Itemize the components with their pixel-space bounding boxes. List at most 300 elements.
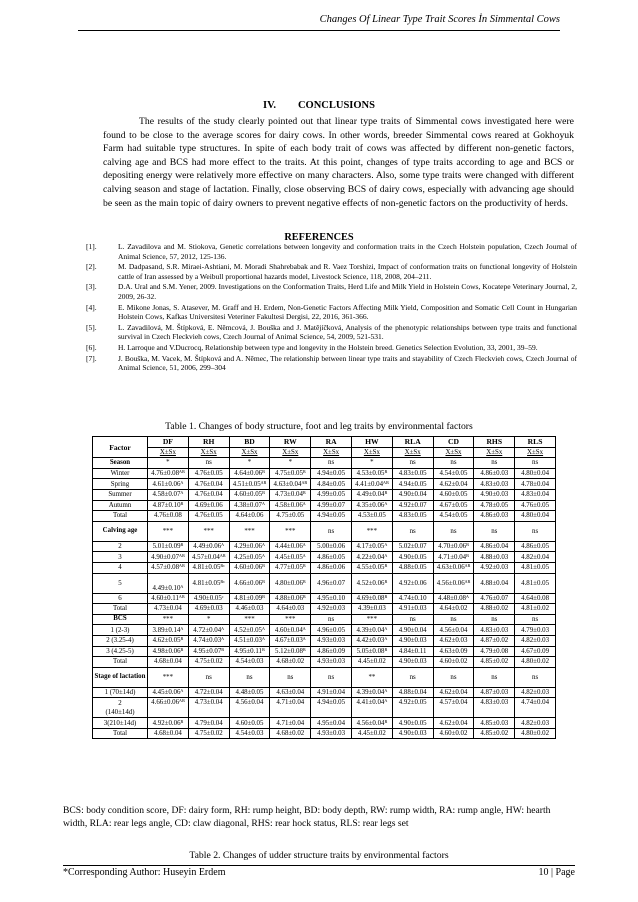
table2-caption — [0, 850, 638, 861]
total-cell: 4.60±0.02 — [433, 657, 474, 668]
table-row — [93, 573, 556, 593]
total-cell: 4.76±0.08 — [148, 511, 189, 522]
table-cell: 4.87±0.03 — [474, 687, 515, 698]
significance-cell: *** — [229, 521, 270, 541]
row-label-text: 4 — [118, 564, 122, 572]
row-label-text: Summer — [108, 491, 132, 499]
significance-cell: ns — [474, 458, 515, 469]
table-cell: 4.71±0.04 — [270, 698, 311, 718]
table-cell: 4.84±0.11 — [392, 646, 433, 657]
table-cell: 4.92±0.06 — [392, 573, 433, 593]
significance-cell: ns — [229, 667, 270, 687]
table-cell: 4.44±0.06ᴬ — [270, 541, 311, 552]
table-header-cell: DF — [148, 437, 189, 448]
table-cell: 3.89±0.14ᴬ — [148, 625, 189, 636]
row-label-text: Autumn — [108, 501, 132, 509]
reference-item — [86, 354, 577, 373]
significance-cell: ns — [311, 521, 352, 541]
conclusions-text: The results of the study clearly pointed out that linear type traits of Simmental cows investigated here were found to be close to the average scores for dairy cows. In other words, breeder Simmental cows reared at Gokhoyuk Farm had suitable type structures. In spite of each body trait of cows was affected by different non-genetic factors, calving age and BCS had more effect to the traits. At this point, changes of type traits according to age and BCS or depositing energy were relatively more effective on many characters. Also, some type traits were changed with different calving season and stage of lactation. Finally, close observing BCS of dairy cows, especially with advancing age should be seen as the main topic of dairy owners to prevent negative effects of non-genetic factors on the productivity of herds. — [103, 116, 574, 209]
running-header: Changes Of Linear Type Trait Scores İn Simmental Cows — [319, 14, 560, 25]
table-cell: 4.67±0.09 — [515, 646, 556, 657]
significance-cell: ns — [270, 667, 311, 687]
table-cell: 5.05±0.08ᴮ — [351, 646, 392, 657]
row-label-text: 2 — [118, 543, 122, 551]
table-cell: 4.91±0.04 — [311, 687, 352, 698]
table-cell: 4.90±0.07ᴬᴮ — [148, 552, 189, 563]
table-subheader-cell: X±Sx — [148, 447, 189, 458]
significance-cell: ns — [515, 614, 556, 625]
table-cell: 4.38±0.07ᴬ — [229, 500, 270, 511]
table-cell: 5.12±0.08ᴮ — [270, 646, 311, 657]
table-cell: 4.76±0.04 — [188, 479, 229, 490]
table-cell: 4.57±0.04ᴬᴮ — [188, 552, 229, 563]
table-row-label — [93, 468, 148, 479]
table-row-label — [93, 625, 148, 636]
table-row-label — [93, 500, 148, 511]
table-cell: 4.88±0.06ᴮ — [270, 593, 311, 604]
table-cell: 4.56±0.04 — [433, 625, 474, 636]
table-cell: 4.58±0.06ᴬ — [270, 500, 311, 511]
significance-cell: ns — [433, 614, 474, 625]
significance-cell: ns — [311, 458, 352, 469]
row-label-text: 3 — [118, 553, 122, 561]
table-cell: 4.99±0.05 — [311, 489, 352, 500]
table-cell: 4.79±0.08 — [474, 646, 515, 657]
significance-cell: ns — [474, 614, 515, 625]
table-subheader-cell: X±Sx — [311, 447, 352, 458]
table-cell: 4.81±0.05 — [515, 573, 556, 593]
table1-caption-label: Table 1 — [165, 421, 194, 432]
table-cell: 4.90±0.03 — [474, 489, 515, 500]
abbreviations-note: BCS: body condition score, DF: dairy form, RH: rump height, BD: body depth, RW: rump width, RA: rump angle, HW: hearth width, RLA: rear legs angle, CD: claw diagonal, RHS: rear hock status, RLS: rear legs set — [63, 805, 551, 829]
reference-number: [1]. — [86, 242, 97, 251]
table-cell: 4.51±0.03ᴬ — [229, 635, 270, 646]
table-cell: 5.01±0.09ᴮ — [148, 541, 189, 552]
table-header-cell: CD — [433, 437, 474, 448]
table-row — [93, 646, 556, 657]
significance-cell: *** — [351, 614, 392, 625]
total-cell: 4.86±0.03 — [474, 511, 515, 522]
table-subheader-cell: X±Sx — [270, 447, 311, 458]
significance-cell: * — [270, 458, 311, 469]
table-subheader-cell: X±Sx — [392, 447, 433, 458]
table-row — [93, 625, 556, 636]
table-cell: 4.60±0.05 — [229, 718, 270, 729]
table-row-label — [93, 489, 148, 500]
table-cell: 4.87±0.02 — [474, 635, 515, 646]
table-cell: 4.86±0.04 — [474, 541, 515, 552]
table-row — [93, 552, 556, 563]
total-cell: 4.68±0.02 — [270, 728, 311, 739]
table-header-cell: HW — [351, 437, 392, 448]
table-subheader-cell: X±Sx — [351, 447, 392, 458]
reference-item — [86, 242, 577, 261]
total-cell: 4.54±0.05 — [433, 511, 474, 522]
table-cell: 4.51±0.05ᴬᴮ — [229, 479, 270, 490]
table-cell: 4.45±0.06ᴬ — [148, 687, 189, 698]
table-cell: 4.73±0.04ᴮ — [270, 489, 311, 500]
reference-number: [2]. — [86, 262, 97, 272]
total-cell: 4.45±0.02 — [351, 657, 392, 668]
total-cell: 4.90±0.03 — [392, 728, 433, 739]
reference-number: [6]. — [86, 342, 97, 352]
table-cell: 4.67±0.05 — [433, 500, 474, 511]
row-label-text: Winter — [110, 470, 130, 478]
total-cell: 4.68±0.04 — [148, 657, 189, 668]
table-cell: 4.92±0.03 — [474, 562, 515, 573]
table-cell: 4.83±0.05 — [392, 468, 433, 479]
table-cell: 4.52±0.06ᴮ — [351, 573, 392, 593]
table-cell: 4.94±0.05 — [311, 468, 352, 479]
table-cell: 4.66±0.06ᴮ — [229, 573, 270, 593]
table-cell: 4.78±0.05 — [474, 500, 515, 511]
table-cell: 4.64±0.08 — [515, 593, 556, 604]
reference-text: M. Dadpasand, S.R. Miraei-Ashtiani, M. Moradi Shahrebabak and R. Vaez Torshizi, Impact of conformation traits on functional longevity of Holstein cattle of Iran assessed by a Weibull proportional hazards model, Livestock Science, 118, 2008, 204–211. — [118, 262, 577, 281]
table1-caption — [0, 421, 638, 432]
table-cell: 4.72±0.04ᴬ — [188, 625, 229, 636]
table-header-cell: BD — [229, 437, 270, 448]
table-group-label: Calving age — [93, 521, 148, 541]
table-cell: 4.39±0.04ᴬ — [351, 687, 392, 698]
table-cell: 4.42±0.03ᴬ — [351, 635, 392, 646]
total-cell: 4.53±0.05 — [351, 511, 392, 522]
table-cell: 4.69±0.08ᴮ — [351, 593, 392, 604]
table-cell: 4.82±0.03 — [515, 718, 556, 729]
total-cell: 4.45±0.02 — [351, 728, 392, 739]
table-cell: 4.56±0.06ᴬᴮ — [433, 573, 474, 593]
table1-grid — [92, 436, 556, 739]
significance-cell: * — [351, 458, 392, 469]
table-cell: 4.95±0.07ᴮ — [188, 646, 229, 657]
table-cell: 4.90±0.04 — [392, 625, 433, 636]
significance-cell: *** — [351, 521, 392, 541]
table-header-cell: RHS — [474, 437, 515, 448]
table-cell: 4.92±0.06ᴮ — [148, 718, 189, 729]
table-cell: 4.60±0.05ᴮ — [229, 489, 270, 500]
table-cell: 4.83±0.03 — [474, 698, 515, 718]
table-cell: 4.41±0.04ᴬ — [351, 698, 392, 718]
significance-cell: *** — [270, 614, 311, 625]
total-cell: 4.75±0.02 — [188, 657, 229, 668]
table-cell: 4.60±0.11ᴬᴮ — [148, 593, 189, 604]
table-cell: 4.58±0.07ᴬ — [148, 489, 189, 500]
table-row-label — [93, 718, 148, 729]
total-cell: 4.80±0.02 — [515, 728, 556, 739]
table-row — [93, 687, 556, 698]
table-total-row — [93, 604, 556, 615]
significance-cell: ns — [392, 667, 433, 687]
table-cell: 4.66±0.06ᴬᴮ — [148, 698, 189, 718]
table-cell: 5.02±0.07 — [392, 541, 433, 552]
row-label-subtext: (140±14d) — [105, 708, 135, 716]
table-cell: 4.62±0.03 — [433, 635, 474, 646]
total-label: Total — [93, 728, 148, 739]
total-cell: 4.54±0.03 — [229, 657, 270, 668]
table-cell: 4.74±0.04 — [515, 698, 556, 718]
table-cell: 4.80±0.06ᴮ — [270, 573, 311, 593]
table-cell: 4.74±0.10 — [392, 593, 433, 604]
table-cell: 4.83±0.03 — [474, 479, 515, 490]
significance-cell: ns — [515, 458, 556, 469]
table-cell: 4.60±0.05 — [433, 489, 474, 500]
reference-item — [86, 303, 577, 322]
table-cell: 4.80±0.04 — [515, 468, 556, 479]
total-cell: 4.88±0.02 — [474, 604, 515, 615]
table-cell: 4.29±0.06ᴬ — [229, 541, 270, 552]
conclusions-paragraph — [103, 115, 574, 210]
significance-cell: ns — [515, 667, 556, 687]
table-cell: 4.49±0.04ᴮ — [351, 489, 392, 500]
table-cell: 4.52±0.05ᴬ — [229, 625, 270, 636]
table-group-row — [93, 667, 556, 687]
table-cell: 4.57±0.04 — [433, 698, 474, 718]
references-heading: REFERENCES — [284, 232, 354, 243]
table-subheader-cell: X±Sx — [515, 447, 556, 458]
significance-cell: ns — [474, 521, 515, 541]
table-subheader-cell: X±Sx — [433, 447, 474, 458]
table-cell: 4.48±0.08ᴬ — [433, 593, 474, 604]
total-cell: 4.83±0.05 — [392, 511, 433, 522]
reference-text: D.A. Ural and S.M. Yener, 2009. Investigations on the Conformation Traits, Herd Life and Milk Yield in Holstein Cows, Kocatepe Veterinary Journal, 2, 2009, 26-32. — [118, 282, 577, 301]
table-group-label: Season — [93, 458, 148, 469]
table-cell: 4.25±0.05ᴬ — [229, 552, 270, 563]
reference-text: H. Larroque and V.Ducrocq, Relationship between type and longevity in the Holstein breed. Genetics Selection Evolution, 33, 2001, 39–59. — [118, 342, 538, 352]
table1 — [92, 436, 555, 739]
table-cell: 4.74±0.03ᴬ — [188, 635, 229, 646]
table2-caption-label: Table 2 — [189, 850, 219, 861]
table-group-row — [93, 614, 556, 625]
significance-cell: *** — [148, 614, 189, 625]
total-cell: 4.54±0.03 — [229, 728, 270, 739]
table-cell: 4.82±0.03 — [515, 635, 556, 646]
table-cell: 4.90±0.03 — [392, 635, 433, 646]
table-total-row — [93, 728, 556, 739]
table-row — [93, 479, 556, 490]
row-label-text: 2 (3.25-4) — [106, 637, 134, 645]
table-subheader-cell: X±Sx — [188, 447, 229, 458]
table-cell: 4.39±0.04ᴬ — [351, 625, 392, 636]
table-row — [93, 635, 556, 646]
significance-cell: ns — [433, 521, 474, 541]
significance-cell: ns — [515, 521, 556, 541]
table-cell: 4.63±0.04ᴬᴮ — [270, 479, 311, 490]
row-label-text: 2 — [118, 699, 122, 707]
reference-item — [86, 262, 577, 281]
table-cell: 5.00±0.06 — [311, 541, 352, 552]
table-cell: 4.56±0.04 — [229, 698, 270, 718]
total-cell: 4.46±0.03 — [229, 604, 270, 615]
row-label-text: 1 (2-3) — [110, 626, 130, 634]
table-cell: 4.63±0.06ᴬᴮ — [433, 562, 474, 573]
table-cell: 4.53±0.05ᴮ — [351, 468, 392, 479]
table-cell: 4.76±0.07 — [474, 593, 515, 604]
total-cell: 4.76±0.05 — [188, 511, 229, 522]
total-cell: 4.92±0.03 — [311, 604, 352, 615]
table-cell: 4.88±0.04 — [392, 687, 433, 698]
table-row — [93, 468, 556, 479]
table-cell: 4.62±0.04 — [433, 479, 474, 490]
table-cell: 4.90±0.04 — [392, 489, 433, 500]
table-cell: 4.71±0.04 — [270, 718, 311, 729]
significance-cell: * — [148, 458, 189, 469]
table-cell: 4.63±0.09 — [433, 646, 474, 657]
table-cell: 4.57±0.08ᴬᴮ — [148, 562, 189, 573]
reference-text: J. Bouška, M. Vacek, M. Štípková and A. Němec, The relationship between linear type traits and stayability of Czech Fleckvieh cows, Czech Journal of Animal Science, 51, 2006, 299–304 — [118, 353, 577, 373]
significance-cell: *** — [229, 614, 270, 625]
table-cell: 4.86±0.03 — [474, 468, 515, 479]
table-row — [93, 593, 556, 604]
table-total-row — [93, 511, 556, 522]
reference-text: L. Zavadilova and M. Stiokova, Genetic correlations between longevity and conformation traits in the Czech Holstein population, Czech Journal of Animal Science, 57, 2012, 125-136. — [118, 242, 577, 261]
table-cell: 4.45±0.05ᴬ — [270, 552, 311, 563]
total-cell: 4.68±0.04 — [148, 728, 189, 739]
table-cell: 4.92±0.05 — [392, 698, 433, 718]
table-cell: 4.76±0.04 — [188, 489, 229, 500]
significance-cell: ns — [311, 614, 352, 625]
table-cell: 4.55±0.05ᴮ — [351, 562, 392, 573]
table-subheader-cell: X±Sx — [474, 447, 515, 458]
table-row — [93, 541, 556, 552]
reference-number: [5]. — [86, 322, 97, 332]
table-cell: 4.71±0.04ᴮ — [433, 552, 474, 563]
table-cell: 4.93±0.03 — [311, 635, 352, 646]
table-row — [93, 500, 556, 511]
table-cell: 4.49±0.06ᴬ — [188, 541, 229, 552]
table-cell: 4.98±0.06ᴮ — [148, 646, 189, 657]
section-heading — [0, 100, 638, 111]
table-cell: 4.84±0.05 — [311, 479, 352, 490]
total-cell: 4.75±0.05 — [270, 511, 311, 522]
total-cell: 4.80±0.04 — [515, 511, 556, 522]
table-cell: 4.86±0.09 — [311, 646, 352, 657]
table-cell: 4.72±0.04 — [188, 687, 229, 698]
table-cell: 4.54±0.05 — [433, 468, 474, 479]
table-group-row — [93, 458, 556, 469]
total-cell: 4.85±0.02 — [474, 728, 515, 739]
table-cell: 4.94±0.05 — [311, 698, 352, 718]
reference-number: [4]. — [86, 302, 97, 312]
table-cell: 4.73±0.04 — [188, 698, 229, 718]
reference-number: [7]. — [86, 353, 97, 363]
table-row — [93, 562, 556, 573]
table-cell: 4.95±0.10 — [311, 593, 352, 604]
row-label-text: 6 — [118, 594, 122, 602]
row-label-text: 1 (70±14d) — [104, 688, 136, 696]
table-cell-lead: 4.49±0.10ᴬ — [152, 584, 184, 592]
significance-cell: * — [188, 614, 229, 625]
table-row — [93, 698, 556, 718]
table-cell: 4.60±0.06ᴮ — [229, 562, 270, 573]
table-cell: 4.90±0.05ᶜ — [188, 593, 229, 604]
total-cell: 4.91±0.03 — [392, 604, 433, 615]
significance-cell: ns — [474, 667, 515, 687]
table-cell: 4.62±0.05ᴮ — [148, 635, 189, 646]
table-total-row — [93, 657, 556, 668]
row-label-text: 5 — [118, 579, 122, 587]
table-row-label — [93, 635, 148, 646]
table-row-label — [93, 479, 148, 490]
total-cell: 4.93±0.03 — [311, 728, 352, 739]
significance-cell: ns — [392, 458, 433, 469]
total-cell: 4.64±0.03 — [270, 604, 311, 615]
table-cell: 4.88±0.03 — [474, 552, 515, 563]
table-cell: 4.88±0.05 — [392, 562, 433, 573]
table-cell: 4.87±0.10ᴮ — [148, 500, 189, 511]
table-cell: 4.48±0.05 — [229, 687, 270, 698]
table-header-cell: RLS — [515, 437, 556, 448]
table-header-cell: RW — [270, 437, 311, 448]
table-cell: 4.17±0.05ᴬ — [351, 541, 392, 552]
table-group-label: BCS — [93, 614, 148, 625]
table-cell — [148, 573, 189, 593]
references-list — [86, 242, 577, 374]
table-cell: 4.92±0.07 — [392, 500, 433, 511]
table-header-cell: RA — [311, 437, 352, 448]
table-cell: 4.83±0.03 — [474, 625, 515, 636]
table-cell: 4.99±0.07 — [311, 500, 352, 511]
table-header-cell: RLA — [392, 437, 433, 448]
table-cell: 4.75±0.05ᴮ — [270, 468, 311, 479]
significance-cell: ns — [392, 521, 433, 541]
table-cell: 4.95±0.04 — [311, 718, 352, 729]
significance-cell: *** — [148, 667, 189, 687]
total-cell: 4.39±0.03 — [351, 604, 392, 615]
footer-divider — [63, 865, 575, 866]
table-row-label — [93, 687, 148, 698]
table-cell: 4.61±0.06ᴬ — [148, 479, 189, 490]
table-cell: 4.70±0.06ᴮ — [433, 541, 474, 552]
table-cell: 4.62±0.04 — [433, 718, 474, 729]
table-cell: 4.90±0.05 — [392, 718, 433, 729]
reference-text: E. Mikone Jonas, S. Atasever, M. Graff and H. Erdem, Non-Genetic Factors Affecting Milk Yield, Composition and Somatic Cell Count in Hungarian Holstein Cows, Kafkas Universitesi Veteriner Fakultesi Dergisi, 22, 2016, 361-366. — [118, 302, 577, 322]
table-cell: 4.81±0.05ᴮᶜ — [188, 573, 229, 593]
table-cell: 4.82±0.04 — [515, 552, 556, 563]
page-number: 10 | Page — [538, 867, 575, 878]
row-label-text: 3(210±14d) — [103, 719, 137, 727]
row-label-text: Spring — [110, 480, 130, 488]
total-cell: 4.73±0.04 — [148, 604, 189, 615]
table-cell: 4.96±0.05 — [311, 625, 352, 636]
table-cell: 4.76±0.08ᴬᴮ — [148, 468, 189, 479]
total-label: Total — [93, 604, 148, 615]
table-cell: 4.81±0.05ᴮᶜ — [188, 562, 229, 573]
table2-caption-text: . Changes of udder structure traits by environmental factors — [218, 850, 449, 861]
table-cell: 4.78±0.04 — [515, 479, 556, 490]
table-cell: 4.56±0.04ᴮ — [351, 718, 392, 729]
reference-item — [86, 282, 577, 301]
table-cell: 4.81±0.05 — [515, 562, 556, 573]
table-cell: 4.77±0.05ᴮ — [270, 562, 311, 573]
table-cell: 4.82±0.03 — [515, 687, 556, 698]
total-cell: 4.93±0.03 — [311, 657, 352, 668]
table-cell: 4.67±0.03ᴬ — [270, 635, 311, 646]
table-cell: 4.96±0.07 — [311, 573, 352, 593]
section-title: CONCLUSIONS — [297, 100, 375, 111]
significance-cell: *** — [188, 521, 229, 541]
significance-cell: ns — [433, 667, 474, 687]
corresponding-author: *Corresponding Author: Huseyin Erdem — [63, 867, 226, 878]
table1-caption-text: . Changes of body structure, foot and leg traits by environmental factors — [193, 421, 473, 432]
table-cell: 4.62±0.04 — [433, 687, 474, 698]
table-cell: 4.76±0.05 — [515, 500, 556, 511]
table-cell: 4.64±0.06ᴮ — [229, 468, 270, 479]
table-row-label — [93, 562, 148, 573]
total-cell: 4.81±0.02 — [515, 604, 556, 615]
total-cell: 4.85±0.02 — [474, 657, 515, 668]
reference-item — [86, 343, 577, 353]
table-cell: 4.95±0.11ᴮ — [229, 646, 270, 657]
significance-cell: ns — [392, 614, 433, 625]
